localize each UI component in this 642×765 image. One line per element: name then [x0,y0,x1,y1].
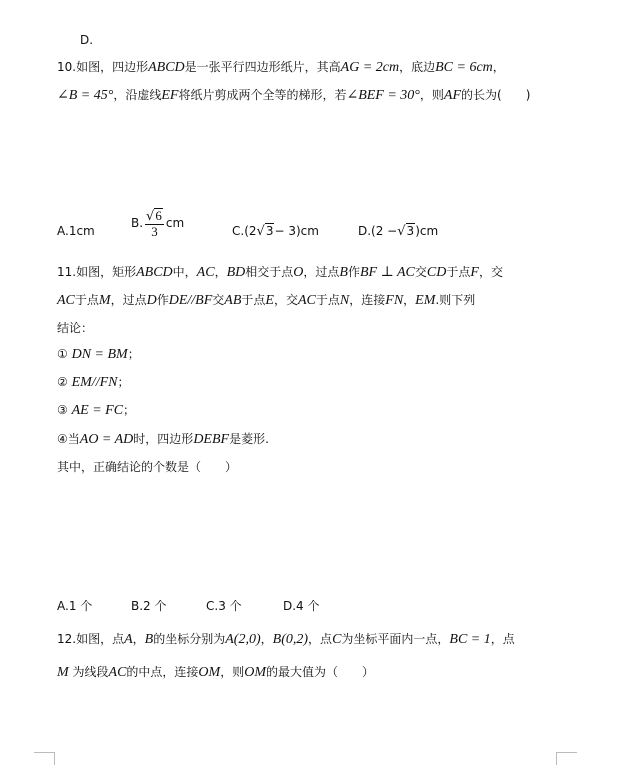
q10-option-a: A.1cm [57,224,95,238]
q11-option-c: C.3 个 [206,599,242,613]
q11-conclusion-2: ② EM//FN； [57,375,130,390]
page-corner-mark-left [34,752,58,765]
q11-option-d: D.4 个 [283,599,320,613]
q11-option-a: A.1 个 [57,599,93,613]
q12-line2: M 为线段AC的中点，连接OM，则OM的最大值为（ ） [57,665,375,680]
q11-line1: 11.如图，矩形ABCD中，AC，BD相交于点O，过点B作BF ⊥ AC交CD于点F，交 [57,265,503,280]
q11-line3: 结论： [57,321,94,335]
q11-conclusion-3: ③ AE = FC； [57,403,136,418]
q11-conclusion-4: ④当AO = AD时，四边形DEBF是菱形. [57,432,269,447]
q10-line1: 10.如图，四边形ABCD是一张平行四边形纸片，其高AG = 2cm，底边BC = 6cm， [57,60,505,75]
page-corner-mark-right [553,752,577,765]
q11-question: 其中，正确结论的个数是（ ） [57,460,238,474]
q10-option-b-fraction: $\frac{√6}{3}$ [146,208,162,239]
prev-option-d: D. [80,33,94,47]
q11-conclusion-1: ① DN = BM； [57,347,140,362]
q10-option-d: D.(2 −√3)cm [358,224,439,239]
q11-line2: AC于点M，过点D作DE//BF交AB于点E，交AC于点N，连接FN，EM.则下列 [57,293,476,308]
q12-line1: 12.如图，点A，B的坐标分别为A(2,0)，B(0,2)，点C为坐标平面内一点，BC = 1，点 [57,632,515,647]
q11-option-b: B.2 个 [131,599,167,613]
q10-option-b: B. $\frac{√6}{3}$ cm [131,208,185,239]
q10-option-c: C.(2√3− 3)cm [232,224,319,239]
q10-line2: ∠B = 45°，沿虚线EF将纸片剪成两个全等的梯形，若∠BEF = 30°，则AF的长为( ) [57,88,531,103]
